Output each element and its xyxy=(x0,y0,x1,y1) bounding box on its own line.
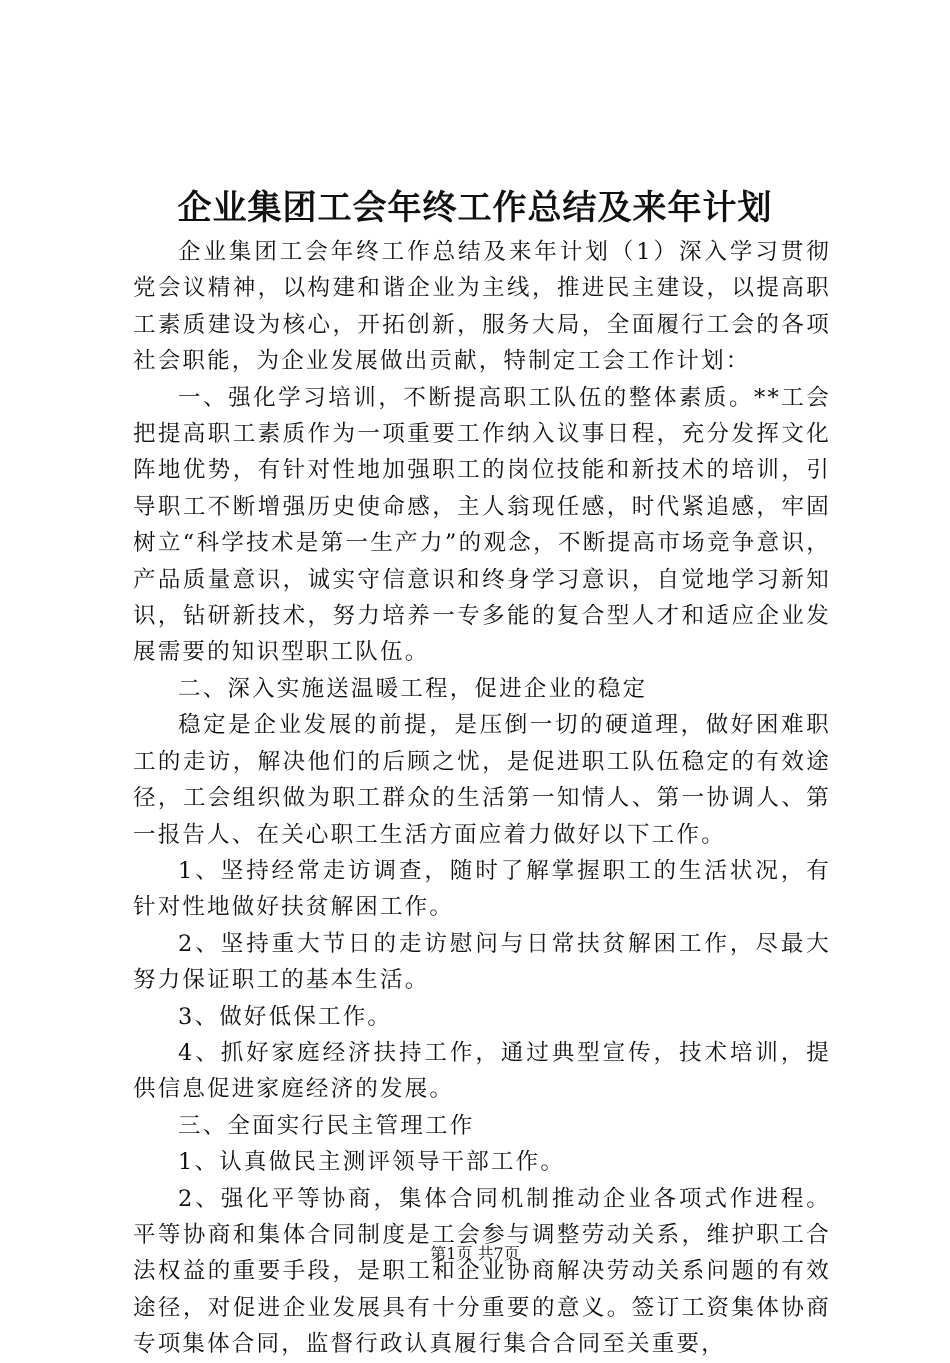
paragraph-item-2: 2、坚持重大节日的走访慰问与日常扶贫解困工作，尽最大努力保证职工的基本生活。 xyxy=(133,930,831,994)
document-title: 企业集团工会年终工作总结及来年计划 xyxy=(177,188,773,228)
paragraph-item-3: 3、做好低保工作。 xyxy=(178,1003,393,1030)
paragraph-intro: 企业集团工会年终工作总结及来年计划（1）深入学习贯彻党会议精神，以构建和谐企业为主线，推进民主建设，以提高职工素质建设为核心，开拓创新，服务大局，全面履行工会的各项社会职能，为企业发展做出贡献，特制定工会工作计划： xyxy=(133,239,831,375)
document-body xyxy=(133,234,831,1363)
paragraph-section-3-heading: 三、全面实行民主管理工作 xyxy=(178,1112,475,1139)
paragraph-section-3-item-1: 1、认真做民主测评领导干部工作。 xyxy=(178,1149,566,1176)
paragraph-section-1: 一、强化学习培训，不断提高职工队伍的整体素质。**工会把提高职工素质作为一项重要工作纳入议事日程，充分发挥文化阵地优势，有针对性地加强职工的岗位技能和新技术的培训，引导职工不断增强历史使命感，主人翁现任感，时代紧追感，牢固树立“科学技术是第一生产力”的观念，不断提高市场竞争意识，产品质量意识，诚实守信意识和终身学习意识，自觉地学习新知识，钻研新技术，努力培养一专多能的复合型人才和适应企业发展需要的知识型职工队伍。 xyxy=(133,384,831,666)
paragraph-section-3-item-2: 2、强化平等协商，集体合同机制推动企业各项式作进程。平等协商和集体合同制度是工会参与调整劳动关系，维护职工合法权益的重要手段，是职工和企业协商解决劳动关系问题的有效途径，对促进企业发展具有十分重要的意义。签订工资集体协商专项集体合同，监督行政认真履行集合合同至关重要， xyxy=(133,1185,831,1358)
paragraph-stability: 稳定是企业发展的前提，是压倒一切的硬道理，做好困难职工的走访，解决他们的后顾之忧，是促进职工队伍稳定的有效途径，工会组织做为职工群众的生活第一知情人、第一协调人、第一报告人、在关心职工生活方面应着力做好以下工作。 xyxy=(133,712,831,848)
paragraph-section-2-heading: 二、深入实施送温暖工程，促进企业的稳定 xyxy=(178,675,648,702)
page-number-footer: 第1页 共7页 xyxy=(430,1244,520,1263)
paragraph-item-4: 4、抓好家庭经济扶持工作，通过典型宣传，技术培训，提供信息促进家庭经济的发展。 xyxy=(133,1039,831,1103)
paragraph-item-1: 1、坚持经常走访调查，随时了解掌握职工的生活状况，有针对性地做好扶贫解困工作。 xyxy=(133,857,831,921)
